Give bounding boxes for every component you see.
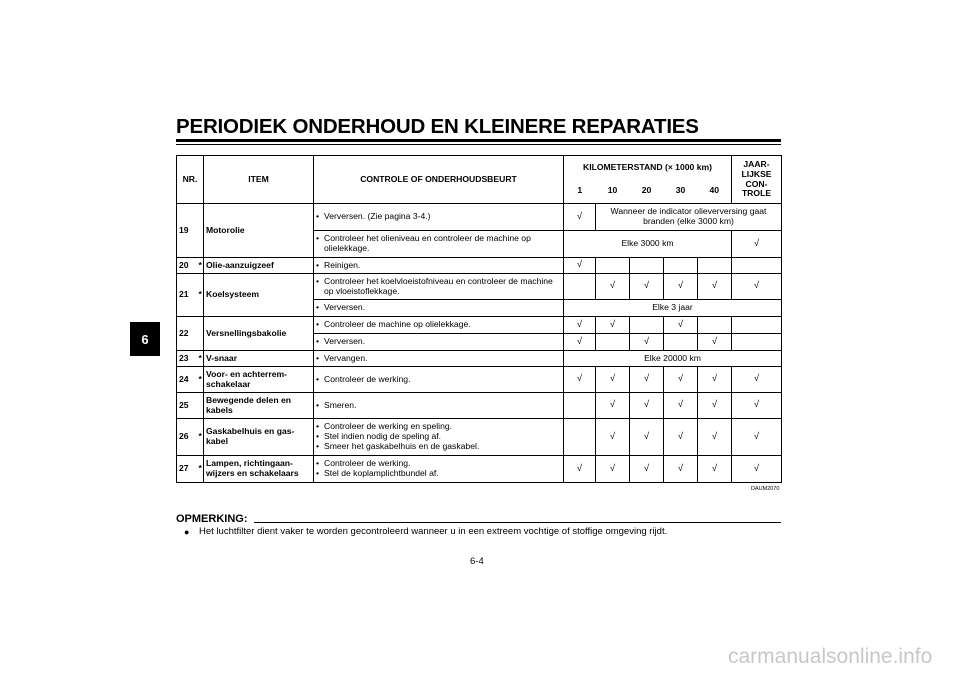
check-mark: √ [732,393,782,419]
page-title: PERIODIEK ONDERHOUD EN KLEINERE REPARATIES [176,115,699,138]
check-mark: √ [664,317,698,334]
header-km-30: 30 [664,180,698,204]
table-row [177,274,782,300]
check-mark: √ [630,367,664,393]
row-control: • Controleer het koelvloeistofniveau en controleer de machine op vloeistoflekkage. [314,274,564,300]
reference-code: DAUM2070 [751,486,780,492]
row-number: 25 [177,393,197,419]
row-item: Gaskabelhuis en gas-kabel [204,419,314,456]
table-row [177,419,782,456]
check-mark: √ [664,367,698,393]
check-mark: √ [698,274,732,300]
note-text: Het luchtfilter dient vaker te worden gecontroleerd wanneer u in een extreem vochtige of stoffige omgeving rijdt. [199,526,668,537]
row-star [197,204,204,258]
row-number: 23 [177,351,197,367]
check-mark: √ [630,274,664,300]
row-item: Lampen, richtingaan-wijzers en schakelaars [204,456,314,483]
check-mark: √ [664,419,698,456]
check-mark: √ [564,204,596,231]
check-mark: √ [664,456,698,483]
row-item: V-snaar [204,351,314,367]
note-heading: OPMERKING: [176,513,248,525]
watermark: carmanualsonline.info [728,645,933,668]
interval-text: Elke 20000 km [564,351,782,367]
check-mark: √ [732,456,782,483]
row-number: 24 [177,367,197,393]
check-mark: √ [596,317,630,334]
row-control: • Verversen. [314,334,564,351]
section-tab: 6 [130,322,160,356]
row-item: Olie-aanzuigzeef [204,258,314,274]
check-mark: √ [596,393,630,419]
row-control: • Controleer de werking. [314,367,564,393]
table-row [177,258,782,274]
row-control: • Controleer de werking. • Stel de koplamplichtbundel af. [314,456,564,483]
title-underline [176,139,781,142]
row-control: • Controleer het olieniveau en controleer de machine op olielekkage. [314,231,564,258]
row-number: 20 [177,258,197,274]
check-mark: √ [732,231,782,258]
interval-text: Elke 3 jaar [564,300,782,317]
check-mark: √ [564,317,596,334]
check-mark: √ [698,334,732,351]
maintenance-table [176,155,782,483]
row-control: • Verversen. (Zie pagina 3-4.) [314,204,564,231]
table-row [177,367,782,393]
check-mark: √ [698,456,732,483]
note-divider [254,522,781,523]
interval-text: Wanneer de indicator olieverversing gaat branden (elke 3000 km) [596,204,782,231]
check-mark: √ [564,334,596,351]
check-mark: √ [564,456,596,483]
table-row [177,351,782,367]
check-mark: √ [596,419,630,456]
check-mark: √ [596,367,630,393]
check-mark: √ [630,393,664,419]
header-odometer: KILOMETERSTAND (× 1000 km) [564,156,732,180]
header-nr: NR. [177,156,204,204]
header-annual: JAAR-LIJKSE CON-TROLE [732,156,782,204]
row-star: * [197,419,204,456]
table-row [177,456,782,483]
row-star: * [197,456,204,483]
row-item: Voor- en achterrem-schakelaar [204,367,314,393]
table-row [177,393,782,419]
row-number: 21 [177,274,197,317]
check-mark: √ [564,258,596,274]
check-mark: √ [630,456,664,483]
row-star: * [197,274,204,317]
row-item: Koelsysteem [204,274,314,317]
row-control: • Reinigen. [314,258,564,274]
header-km-10: 10 [596,180,630,204]
header-km-20: 20 [630,180,664,204]
header-km-40: 40 [698,180,732,204]
row-item: Versnellingsbakolie [204,317,314,351]
check-mark: √ [630,334,664,351]
row-control: • Controleer de werking en speling. • Stel indien nodig de speling af. • Smeer het gaskabelhuis en de gaskabel. [314,419,564,456]
page-number: 6-4 [470,556,484,567]
row-control: • Smeren. [314,393,564,419]
check-mark: √ [732,419,782,456]
check-mark: √ [698,419,732,456]
check-mark: √ [664,393,698,419]
check-mark: √ [630,419,664,456]
check-mark: √ [732,274,782,300]
table-row [177,317,782,334]
check-mark: √ [596,274,630,300]
interval-text: Elke 3000 km [564,231,732,258]
row-number: 27 [177,456,197,483]
header-row [177,156,782,180]
row-control: • Verversen. [314,300,564,317]
check-mark: √ [698,367,732,393]
bullet-icon: ● [184,527,190,537]
header-control: CONTROLE OF ONDERHOUDSBEURT [314,156,564,204]
header-km-1: 1 [564,180,596,204]
row-star: * [197,351,204,367]
row-number: 22 [177,317,197,351]
row-number: 26 [177,419,197,456]
row-star: * [197,258,204,274]
check-mark: √ [596,456,630,483]
row-star [197,393,204,419]
row-control: • Vervangen. [314,351,564,367]
row-item: Motorolie [204,204,314,258]
header-item: ITEM [204,156,314,204]
check-mark: √ [564,367,596,393]
title-underline-thin [176,144,781,145]
row-number: 19 [177,204,197,258]
row-star: * [197,367,204,393]
check-mark: √ [732,367,782,393]
row-item: Bewegende delen en kabels [204,393,314,419]
row-control: • Controleer de machine op olielekkage. [314,317,564,334]
row-star [197,317,204,351]
check-mark: √ [664,274,698,300]
table-row [177,204,782,231]
check-mark: √ [698,393,732,419]
